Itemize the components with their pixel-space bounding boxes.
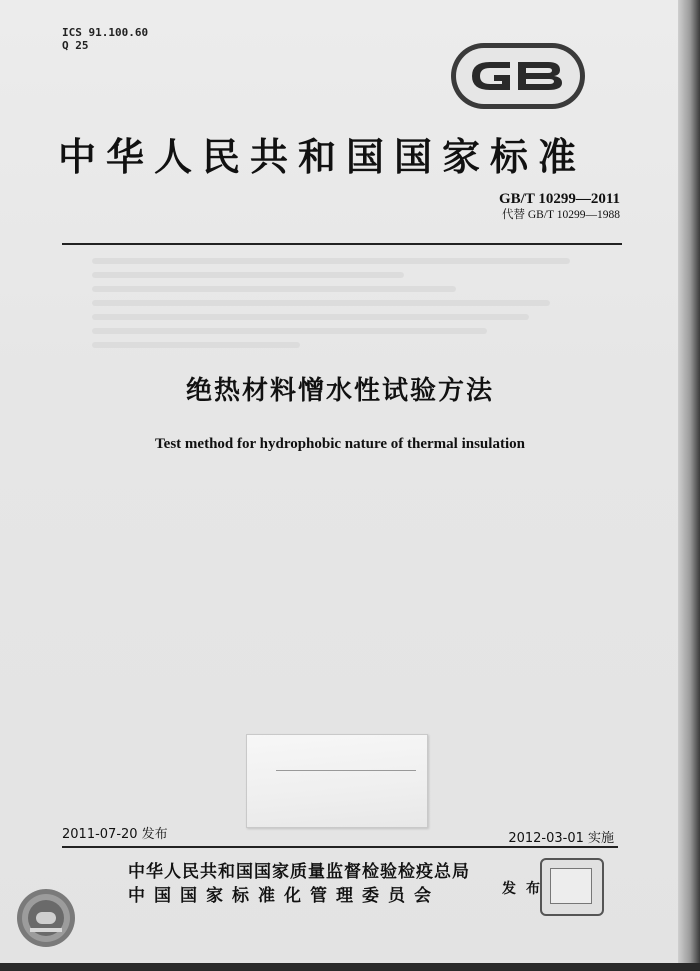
- sticker-line: [276, 770, 416, 811]
- issuing-authorities: [128, 860, 470, 908]
- main-title: 中华人民共和国国家标准: [58, 134, 587, 179]
- page-edge-shadow: [678, 0, 700, 971]
- implementation-date: 2012-03-01 实施: [508, 831, 614, 846]
- chinese-title: 绝热材料憎水性试验方法: [185, 376, 494, 406]
- bottom-divider: [62, 846, 618, 848]
- show-through-text: [92, 250, 612, 356]
- issuer-sac: 中国国家标准化管理委员会: [128, 886, 440, 906]
- top-divider: [62, 243, 622, 245]
- anti-counterfeit-seal-icon: [16, 888, 76, 948]
- english-title: Test method for hydrophobic nature of thermal insulation: [155, 436, 525, 452]
- ics-code: ICS 91.100.60: [62, 26, 149, 39]
- gb-logo-icon: [450, 42, 586, 110]
- standard-number: GB/T 10299—2011: [499, 191, 620, 207]
- classification-codes: [62, 26, 148, 52]
- issue-date: 2011-07-20 发布: [62, 827, 168, 842]
- standard-number-block: [499, 191, 620, 222]
- bottom-edge-shadow: [0, 963, 700, 971]
- ccs-code: Q 25: [62, 39, 89, 52]
- logo-text: GB: [517, 104, 519, 105]
- publish-label: 发布: [502, 881, 550, 897]
- replaces-standard: 代替 GB/T 10299—1988: [502, 209, 620, 221]
- issuer-aqsiq: 中华人民共和国国家质量监督检验检疫总局: [128, 862, 470, 882]
